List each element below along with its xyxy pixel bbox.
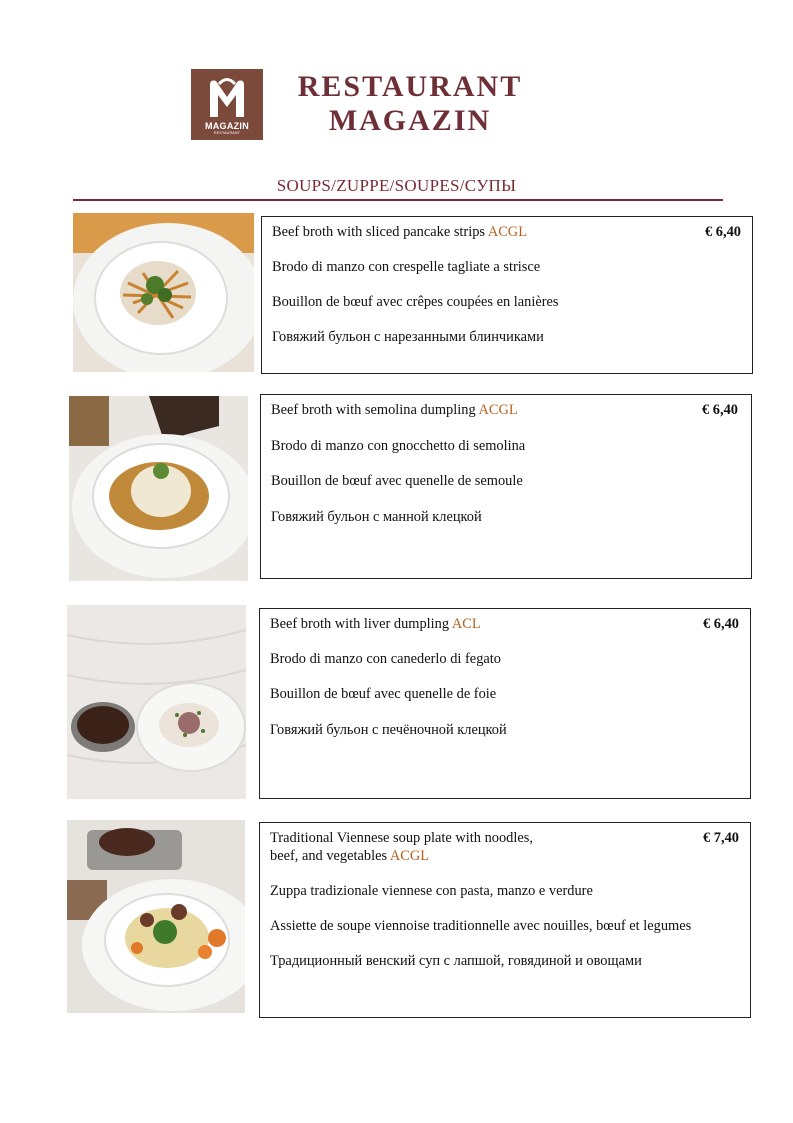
item-name-fr: Bouillon de bœuf avec quenelle de foie xyxy=(270,686,497,702)
item-name-it: Zuppa tradizionale viennese con pasta, manzo e verdure xyxy=(270,883,593,899)
title-line-1: RESTAURANT xyxy=(297,70,523,103)
item-price: € 7,40 xyxy=(703,830,739,846)
item-name-fr: Bouillon de bœuf avec crêpes coupées en lanières xyxy=(272,294,559,310)
allergen-codes: ACL xyxy=(451,616,481,632)
menu-item-3 xyxy=(259,608,751,799)
logo-name: MAGAZIN xyxy=(204,121,250,131)
menu-item-4 xyxy=(259,822,751,1018)
allergen-codes: ACGL xyxy=(478,402,518,418)
item-price: € 6,40 xyxy=(703,616,739,632)
item-name-fr: Assiette de soupe viennoise traditionnelle avec nouilles, bœuf et legumes xyxy=(270,918,692,934)
allergen-codes: ACGL xyxy=(389,848,430,864)
menu-item-2 xyxy=(260,394,752,579)
allergen-codes: ACGL xyxy=(487,224,527,240)
item-name-ru: Говяжий бульон с нарезанными блинчиками xyxy=(272,329,544,345)
menu-item-1 xyxy=(261,216,753,374)
item-name-ru: Традиционный венский суп с лапшой, говядиной и овощами xyxy=(270,953,642,969)
restaurant-logo xyxy=(191,69,263,140)
item-name-en: Beef broth with semolina dumpling ACGL xyxy=(271,402,518,418)
restaurant-title xyxy=(270,70,550,138)
item-name-it: Brodo di manzo con canederlo di fegato xyxy=(270,651,501,667)
item-name-it: Brodo di manzo con gnocchetto di semolina xyxy=(271,438,526,454)
item-price: € 6,40 xyxy=(705,224,741,240)
item-name-en-line-1: Traditional Viennese soup plate with noodles, xyxy=(270,830,533,846)
item-price: € 6,40 xyxy=(702,402,738,418)
logo-m-icon xyxy=(204,75,250,121)
section-title: SOUPS/ZUPPE/SOUPES/СУПЫ xyxy=(276,176,517,195)
item-name-ru: Говяжий бульон с манной клецкой xyxy=(271,509,482,525)
item-name-it: Brodo di manzo con crespelle tagliate a strisce xyxy=(272,259,541,275)
title-line-2: MAGAZIN xyxy=(328,104,492,137)
photo-pancake-soup xyxy=(73,213,254,372)
logo-subtitle: RESTAURANT xyxy=(213,131,241,135)
item-name-en: Beef broth with liver dumpling ACL xyxy=(270,616,481,632)
item-name-ru: Говяжий бульон с печёночной клецкой xyxy=(270,722,507,738)
section-divider xyxy=(73,199,723,201)
photo-viennese-soup xyxy=(67,820,245,1013)
item-name-en: Beef broth with sliced pancake strips ACGL xyxy=(272,224,527,240)
item-name-fr: Bouillon de bœuf avec quenelle de semoule xyxy=(271,473,523,489)
item-name-en-line-2: beef, and vegetables ACGL xyxy=(270,848,430,864)
photo-semolina-soup xyxy=(69,396,248,581)
photo-liver-soup xyxy=(67,605,246,799)
